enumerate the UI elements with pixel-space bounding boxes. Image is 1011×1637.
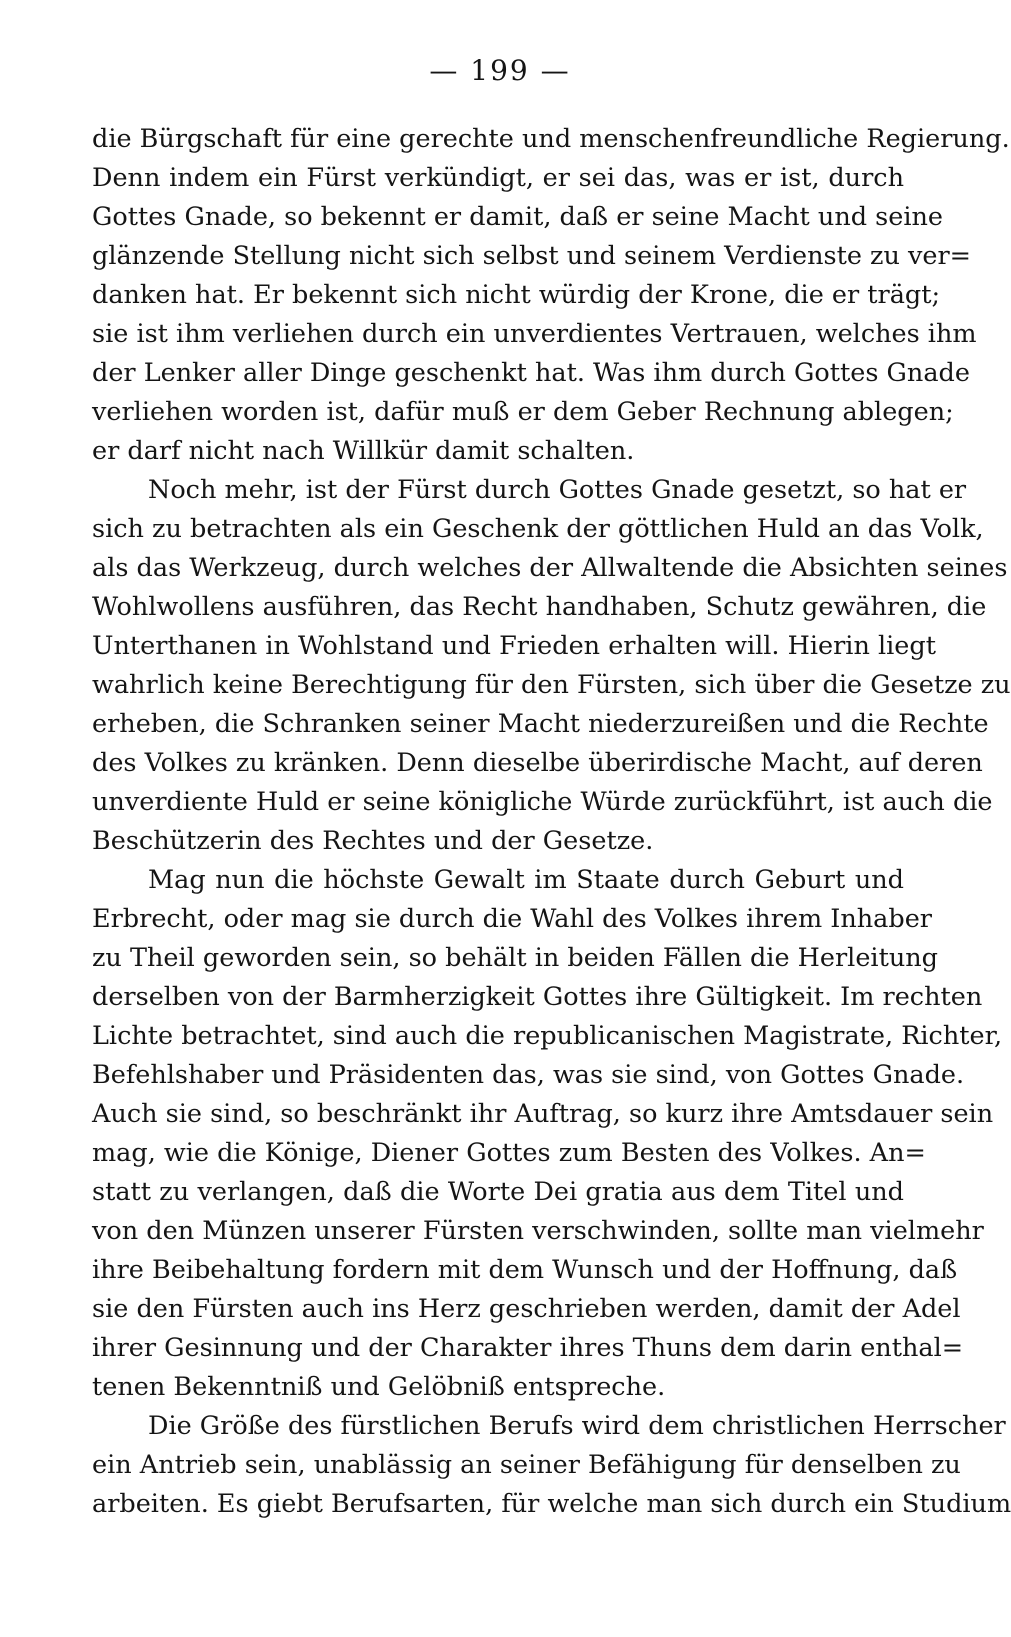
text-line: von den Münzen unserer Fürsten verschwinden, sollte man vielmehr (92, 1216, 984, 1246)
text-line: zu Theil geworden sein, so behält in beiden Fällen die Herleitung (92, 943, 938, 973)
text-line: Noch mehr, ist der Fürst durch Gottes Gnade gesetzt, so hat er (148, 475, 967, 505)
text-line: Mag nun die höchste Gewalt im Staate durch Geburt und (148, 865, 904, 895)
text-line: verliehen worden ist, dafür muß er dem Geber Rechnung ablegen; (92, 397, 954, 427)
text-line: erheben, die Schranken seiner Macht niederzureißen und die Rechte (92, 709, 989, 739)
text-line: statt zu verlangen, daß die Worte Dei gratia aus dem Titel und (92, 1177, 904, 1207)
text-line: Befehlshaber und Präsidenten das, was sie sind, von Gottes Gnade. (92, 1060, 965, 1090)
text-line: sie den Fürsten auch ins Herz geschrieben werden, damit der Adel (92, 1294, 961, 1324)
text-line: glänzende Stellung nicht sich selbst und seinem Verdienste zu ver= (92, 241, 972, 271)
text-line: Unterthanen in Wohlstand und Frieden erhalten will. Hierin liegt (92, 631, 936, 661)
text-line: sie ist ihm verliehen durch ein unverdientes Vertrauen, welches ihm (92, 319, 977, 349)
text-line: der Lenker aller Dinge geschenkt hat. Was ihm durch Gottes Gnade (92, 358, 970, 388)
text-line: ihrer Gesinnung und der Charakter ihres Thuns dem darin enthal= (92, 1333, 964, 1363)
paragraph (92, 471, 1011, 861)
text-line: ihre Beibehaltung fordern mit dem Wunsch und der Hoffnung, daß (92, 1255, 958, 1285)
text-line: mag, wie die Könige, Diener Gottes zum Besten des Volkes. An= (92, 1138, 926, 1168)
text-line: die Bürgschaft für eine gerechte und menschenfreundliche Regierung. (92, 124, 1010, 154)
text-line: unverdiente Huld er seine königliche Würde zurückführt, ist auch die (92, 787, 993, 817)
paragraph (92, 861, 1003, 1407)
text-line: er darf nicht nach Willkür damit schalten. (92, 436, 635, 466)
body-text (92, 120, 1011, 1524)
paragraph (92, 1407, 1011, 1524)
text-line: des Volkes zu kränken. Denn dieselbe überirdische Macht, auf deren (92, 748, 983, 778)
text-line: als das Werkzeug, durch welches der Allwaltende die Absichten seines (92, 553, 1008, 583)
text-line: Beschützerin des Rechtes und der Gesetze. (92, 826, 654, 856)
text-line: Die Größe des fürstlichen Berufs wird dem christlichen Herrscher (148, 1411, 1006, 1441)
text-line: Auch sie sind, so beschränkt ihr Auftrag, so kurz ihre Amtsdauer sein (92, 1099, 994, 1129)
text-line: Wohlwollens ausführen, das Recht handhaben, Schutz gewähren, die (92, 592, 987, 622)
page-number: — 199 — (429, 54, 571, 87)
text-line: sich zu betrachten als ein Geschenk der göttlichen Huld an das Volk, (92, 514, 984, 544)
text-line: Lichte betrachtet, sind auch die republicanischen Magistrate, Richter, (92, 1021, 1003, 1051)
text-line: derselben von der Barmherzigkeit Gottes ihre Gültigkeit. Im rechten (92, 982, 983, 1012)
text-line: Denn indem ein Fürst verkündigt, er sei das, was er ist, durch (92, 163, 904, 193)
text-line: Gottes Gnade, so bekennt er damit, daß er seine Macht und seine (92, 202, 944, 232)
text-line: Erbrecht, oder mag sie durch die Wahl des Volkes ihrem Inhaber (92, 904, 932, 934)
text-line: wahrlich keine Berechtigung für den Fürsten, sich über die Gesetze zu (92, 670, 1011, 700)
paragraph (92, 120, 1010, 471)
text-line: ein Antrieb sein, unablässig an seiner Befähigung für denselben zu (92, 1450, 961, 1480)
text-line: tenen Bekenntniß und Gelöbniß entspreche. (92, 1372, 666, 1402)
text-line: danken hat. Er bekennt sich nicht würdig der Krone, die er trägt; (92, 280, 941, 310)
text-line: arbeiten. Es giebt Berufsarten, für welche man sich durch ein Studium (92, 1489, 1011, 1519)
